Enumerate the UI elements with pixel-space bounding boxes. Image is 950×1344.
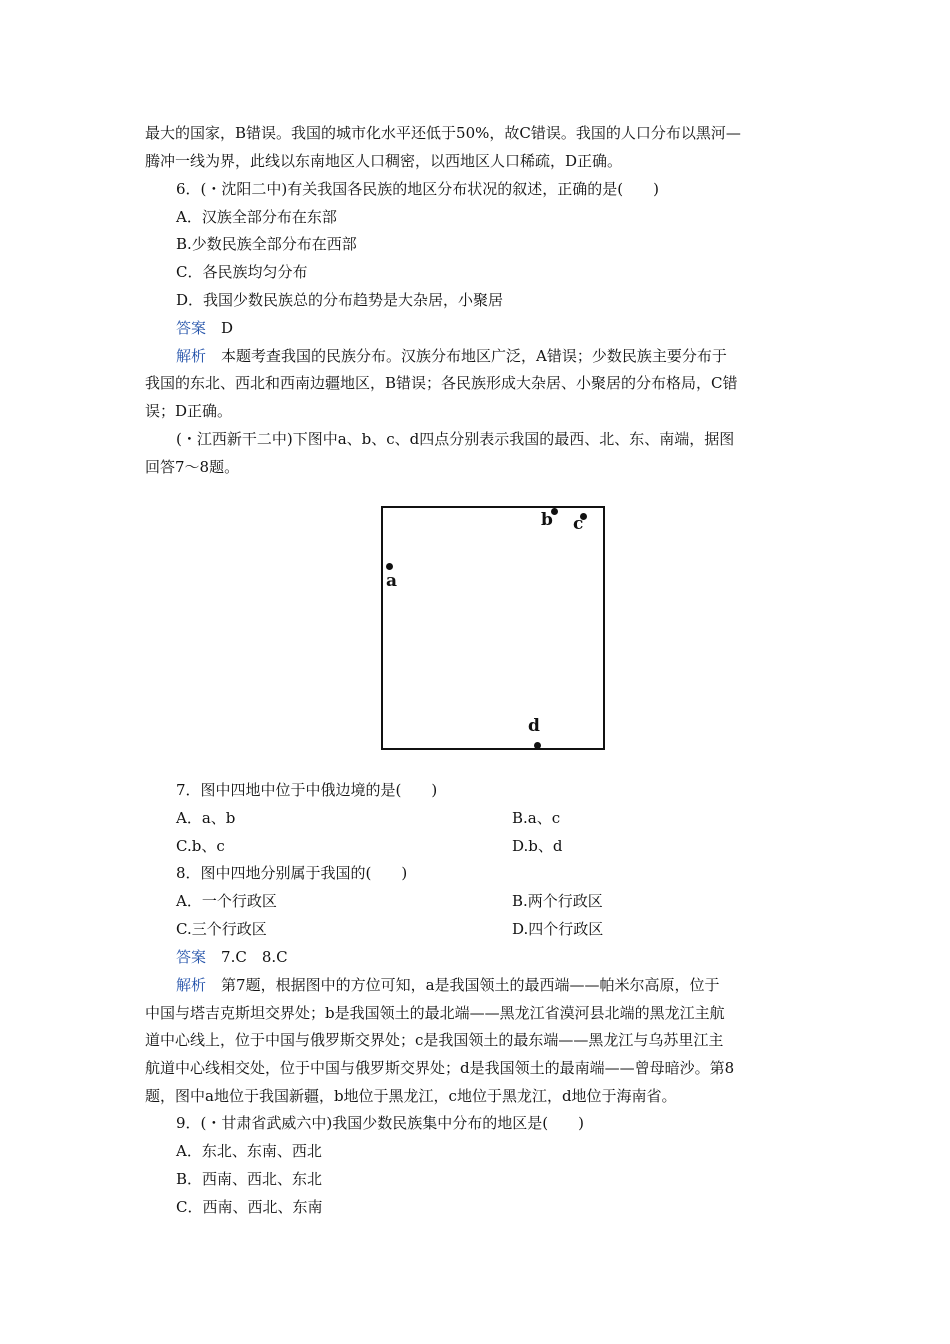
q7-option-c: C.b、c: [176, 837, 225, 855]
q6-analysis-line-3: 误；D正确。: [145, 402, 233, 420]
q8-analysis-line-3: 道中心线上，位于中国与俄罗斯交界处；c是我国领土的最东端——黑龙江与乌苏里江主: [145, 1031, 724, 1049]
q6-analysis-line-2: 我国的东北、西北和西南边疆地区，B错误；各民族形成大杂居、小聚居的分布格局，C错: [145, 374, 738, 392]
q8-option-a: A．一个行政区: [176, 892, 277, 910]
point-a-dot: [386, 563, 393, 570]
q9-stem: 9．(・甘肃省武威六中)我国少数民族集中分布的地区是( ): [176, 1114, 584, 1132]
intro-line-2: 腾冲一线为界，此线以东南地区人口稠密，以西地区人口稀疏，D正确。: [145, 152, 623, 170]
point-d-dot: [534, 742, 541, 749]
point-c-label: c: [573, 514, 584, 534]
q6-option-d: D．我国少数民族总的分布趋势是大杂居，小聚居: [176, 291, 504, 309]
q8-answer: [176, 947, 288, 967]
analysis-label: 解析: [176, 347, 207, 365]
q8-analysis-line-2: 中国与塔吉克斯坦交界处；b是我国领土的最北端——黑龙江省漠河县北端的黑龙江主航: [145, 1004, 725, 1022]
analysis-text: 第7题，根据图中的方位可知，a是我国领土的最西端——帕米尔高原，位于: [221, 976, 720, 994]
group-intro-line-2: 回答7～8题。: [145, 458, 240, 476]
analysis-text: 本题考查我国的民族分布。汉族分布地区广泛，A错误；少数民族主要分布于: [221, 347, 727, 365]
q6-answer: [176, 318, 233, 338]
point-b-label: b: [541, 510, 553, 530]
q7-option-a: A．a、b: [176, 809, 236, 827]
q8-analysis-line-4: 航道中心线相交处，位于中国与俄罗斯交界处；d是我国领土的最南端——曾母暗沙。第8: [145, 1059, 735, 1077]
q9-option-c: C．西南、西北、东南: [176, 1198, 323, 1216]
intro-line-1: 最大的国家，B错误。我国的城市化水平还低于50%，故C错误。我国的人口分布以黑河—: [145, 124, 741, 142]
q6-option-c: C．各民族均匀分布: [176, 263, 308, 281]
answer-value: D: [221, 319, 234, 337]
point-d-label: d: [528, 716, 540, 736]
q8-analysis-line-1: [176, 975, 720, 995]
q8-stem: 8．图中四地分别属于我国的( ): [176, 864, 408, 882]
q7-option-b: B.a、c: [512, 809, 561, 827]
analysis-label: 解析: [176, 976, 207, 994]
q6-option-a: A．汉族全部分布在东部: [176, 208, 337, 226]
q7-option-d: D.b、d: [512, 837, 563, 855]
q9-option-a: A．东北、东南、西北: [176, 1142, 322, 1160]
q6-analysis-line-1: [176, 346, 727, 366]
point-a-label: a: [386, 571, 398, 591]
answer-label: 答案: [176, 948, 207, 966]
q8-option-b: B.两个行政区: [512, 892, 603, 910]
q8-option-d: D.四个行政区: [512, 920, 604, 938]
q9-option-b: B．西南、西北、东北: [176, 1170, 323, 1188]
q6-stem: 6．(・沈阳二中)有关我国各民族的地区分布状况的叙述，正确的是( ): [176, 180, 659, 198]
q7-stem: 7．图中四地中位于中俄边境的是( ): [176, 781, 438, 799]
answer-label: 答案: [176, 319, 207, 337]
answer-value: 7.C 8.C: [221, 948, 288, 966]
q6-option-b: B.少数民族全部分布在西部: [176, 235, 357, 253]
q8-analysis-line-5: 题，图中a地位于我国新疆，b地位于黑龙江，c地位于黑龙江，d地位于海南省。: [145, 1087, 677, 1105]
q8-option-c: C.三个行政区: [176, 920, 267, 938]
extreme-points-figure: [381, 506, 605, 750]
group-intro-line-1: (・江西新干二中)下图中a、b、c、d四点分别表示我国的最西、北、东、南端，据图: [176, 430, 735, 448]
